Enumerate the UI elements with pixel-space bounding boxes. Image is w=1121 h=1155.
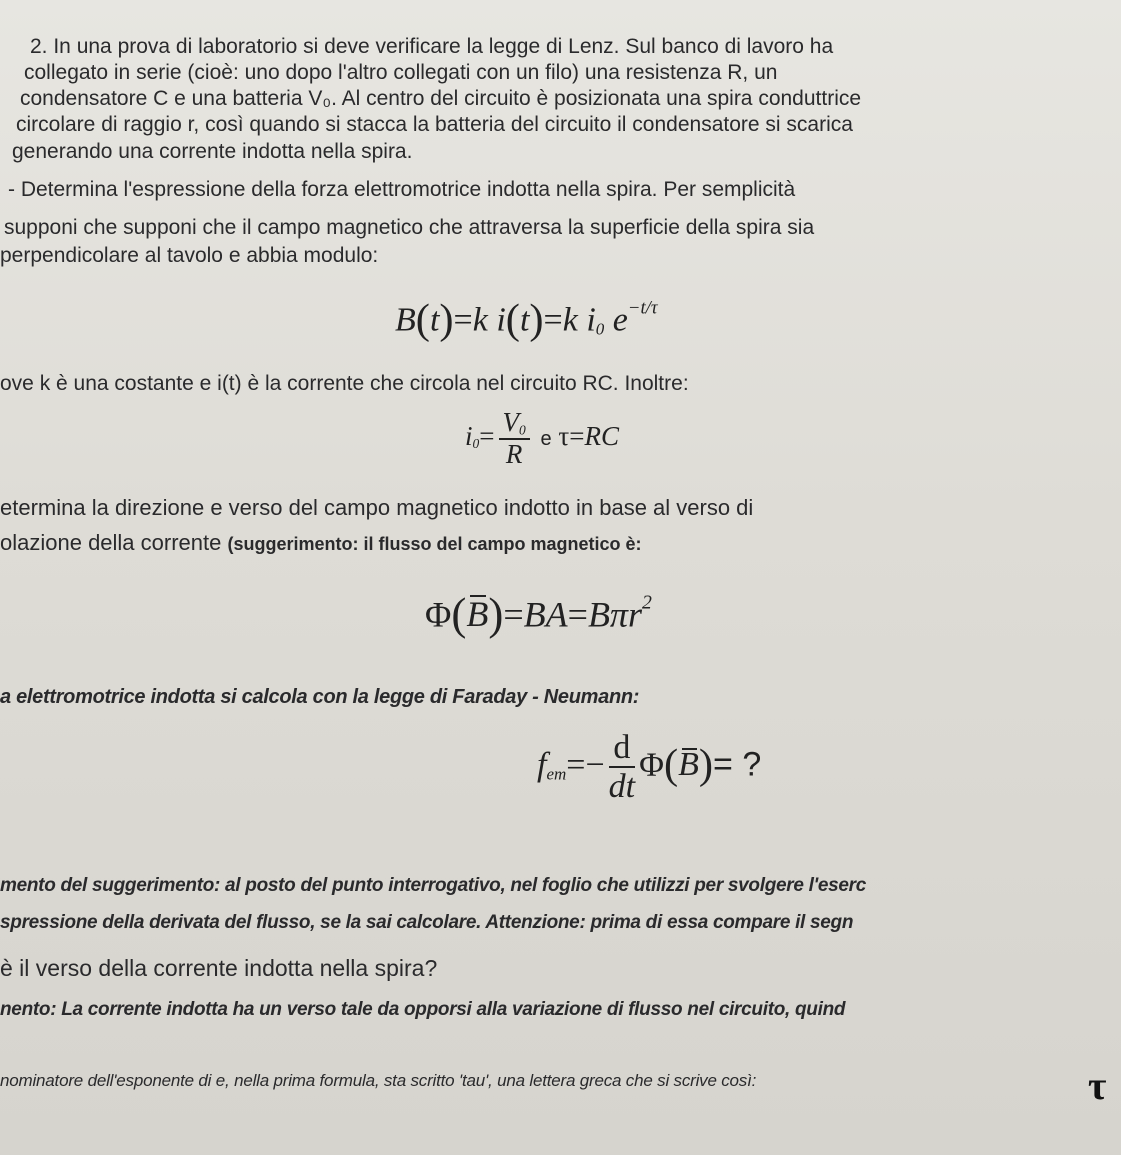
text-line: mento del suggerimento: al posto del punto interrogativo, nel foglio che utilizzi per svolgere l'eserc bbox=[0, 875, 866, 896]
eq-symbol: em bbox=[546, 764, 567, 784]
text-line: spressione della derivata del flusso, se la sai calcolare. Attenzione: prima di essa compare il segn bbox=[0, 912, 854, 933]
text-line: nominatore dell'esponente di e, nella prima formula, sta scritto 'tau', una lettera greca che si scrive così: bbox=[0, 1071, 757, 1090]
text-line: collegato in serie (cioè: uno dopo l'altro collegati con un filo) una resistenza R, un bbox=[24, 61, 778, 84]
text-line: nento: La corrente indotta ha un verso tale da opporsi alla variazione di flusso nel circuito, quind bbox=[0, 999, 846, 1020]
text-line: supponi che supponi che il campo magnetico che attraversa la superficie della spira sia bbox=[4, 216, 815, 239]
eq-symbol: = bbox=[567, 594, 588, 635]
eq-symbol: BA bbox=[523, 594, 568, 635]
eq-symbol: B bbox=[395, 301, 416, 339]
text-line: a elettromotrice indotta si calcola con la legge di Faraday - Neumann: bbox=[0, 686, 640, 708]
eq-symbol: k bbox=[562, 301, 578, 339]
eq-symbol: f bbox=[537, 746, 547, 784]
eq-symbol: dt bbox=[608, 767, 636, 805]
text-line bbox=[0, 530, 642, 557]
eq-symbol: 0 bbox=[595, 319, 605, 339]
eq-symbol: t bbox=[429, 301, 440, 339]
eq-symbol: i bbox=[496, 301, 506, 339]
eq-symbol: B bbox=[466, 594, 489, 635]
eq-symbol: 2 bbox=[641, 591, 652, 614]
text-line: circolare di raggio r, così quando si stacca la batteria del circuito il condensatore si scarica bbox=[16, 113, 853, 136]
eq-symbol: = bbox=[503, 594, 524, 635]
text-line: 2. In una prova di laboratorio si deve verificare la legge di Lenz. Sul banco di lavoro ha bbox=[30, 35, 834, 58]
equation-magnetic-field: B(t)=k i(t)=k $i_0$ $e^{-t/\tau}$ bbox=[395, 296, 658, 343]
eq-symbol: = bbox=[543, 301, 563, 339]
eq-symbol: Bπr bbox=[587, 594, 642, 635]
text-line: generando una corrente indotta nella spira. bbox=[12, 140, 413, 163]
eq-symbol: 0 bbox=[519, 422, 526, 438]
eq-symbol: e bbox=[540, 427, 552, 450]
eq-symbol: V bbox=[502, 407, 519, 437]
text-line: perpendicolare al tavolo e abbia modulo: bbox=[0, 244, 379, 267]
eq-symbol: d bbox=[609, 730, 635, 768]
equation-current-tau bbox=[465, 408, 619, 469]
equation-magnetic-flux: Φ(B)=BA=Bπr$^2$ bbox=[425, 589, 652, 639]
text-fragment: olazione della corrente bbox=[0, 530, 228, 555]
eq-symbol: R bbox=[505, 438, 523, 469]
eq-symbol: = ? bbox=[713, 745, 762, 784]
text-line: - Determina l'espressione della forza elettromotrice indotta nella spira. Per semplicità bbox=[8, 178, 796, 201]
eq-symbol: = bbox=[479, 420, 495, 451]
text-line: etermina la direzione e verso del campo magnetico indotto in base al verso di bbox=[0, 495, 754, 520]
text-line: condensatore C e una batteria V₀. Al centro del circuito è posizionata una spira conduttrice bbox=[20, 87, 862, 110]
eq-symbol: i bbox=[586, 301, 596, 339]
eq-symbol: e bbox=[612, 301, 628, 339]
equation-faraday-neumann: $f_{em}=-$ $\frac{d}{dt}$ Φ(B)= ? bbox=[537, 729, 762, 805]
tau-glyph: τ bbox=[1088, 1063, 1107, 1108]
eq-symbol: = bbox=[569, 420, 585, 451]
eq-symbol: i bbox=[465, 420, 473, 451]
eq-symbol: RC bbox=[584, 420, 619, 451]
text-fragment: (suggerimento: il flusso del campo magnetico è: bbox=[227, 534, 642, 554]
eq-symbol: = bbox=[453, 301, 473, 339]
fraction bbox=[499, 408, 530, 469]
eq-symbol: k bbox=[472, 301, 488, 339]
eq-symbol: Φ bbox=[425, 594, 452, 635]
eq-symbol: Φ bbox=[639, 746, 664, 784]
eq-symbol: 0 bbox=[472, 436, 480, 452]
eq-symbol: t bbox=[519, 301, 530, 339]
text-line: è il verso della corrente indotta nella spira? bbox=[0, 955, 438, 981]
fraction bbox=[609, 730, 635, 805]
text-line: ove k è una costante e i(t) è la corrente che circola nel circuito RC. Inoltre: bbox=[0, 372, 689, 395]
eq-symbol: −t/τ bbox=[627, 297, 658, 319]
eq-symbol: B bbox=[678, 746, 699, 784]
eq-symbol: τ bbox=[558, 420, 570, 451]
eq-symbol: =− bbox=[566, 746, 605, 784]
